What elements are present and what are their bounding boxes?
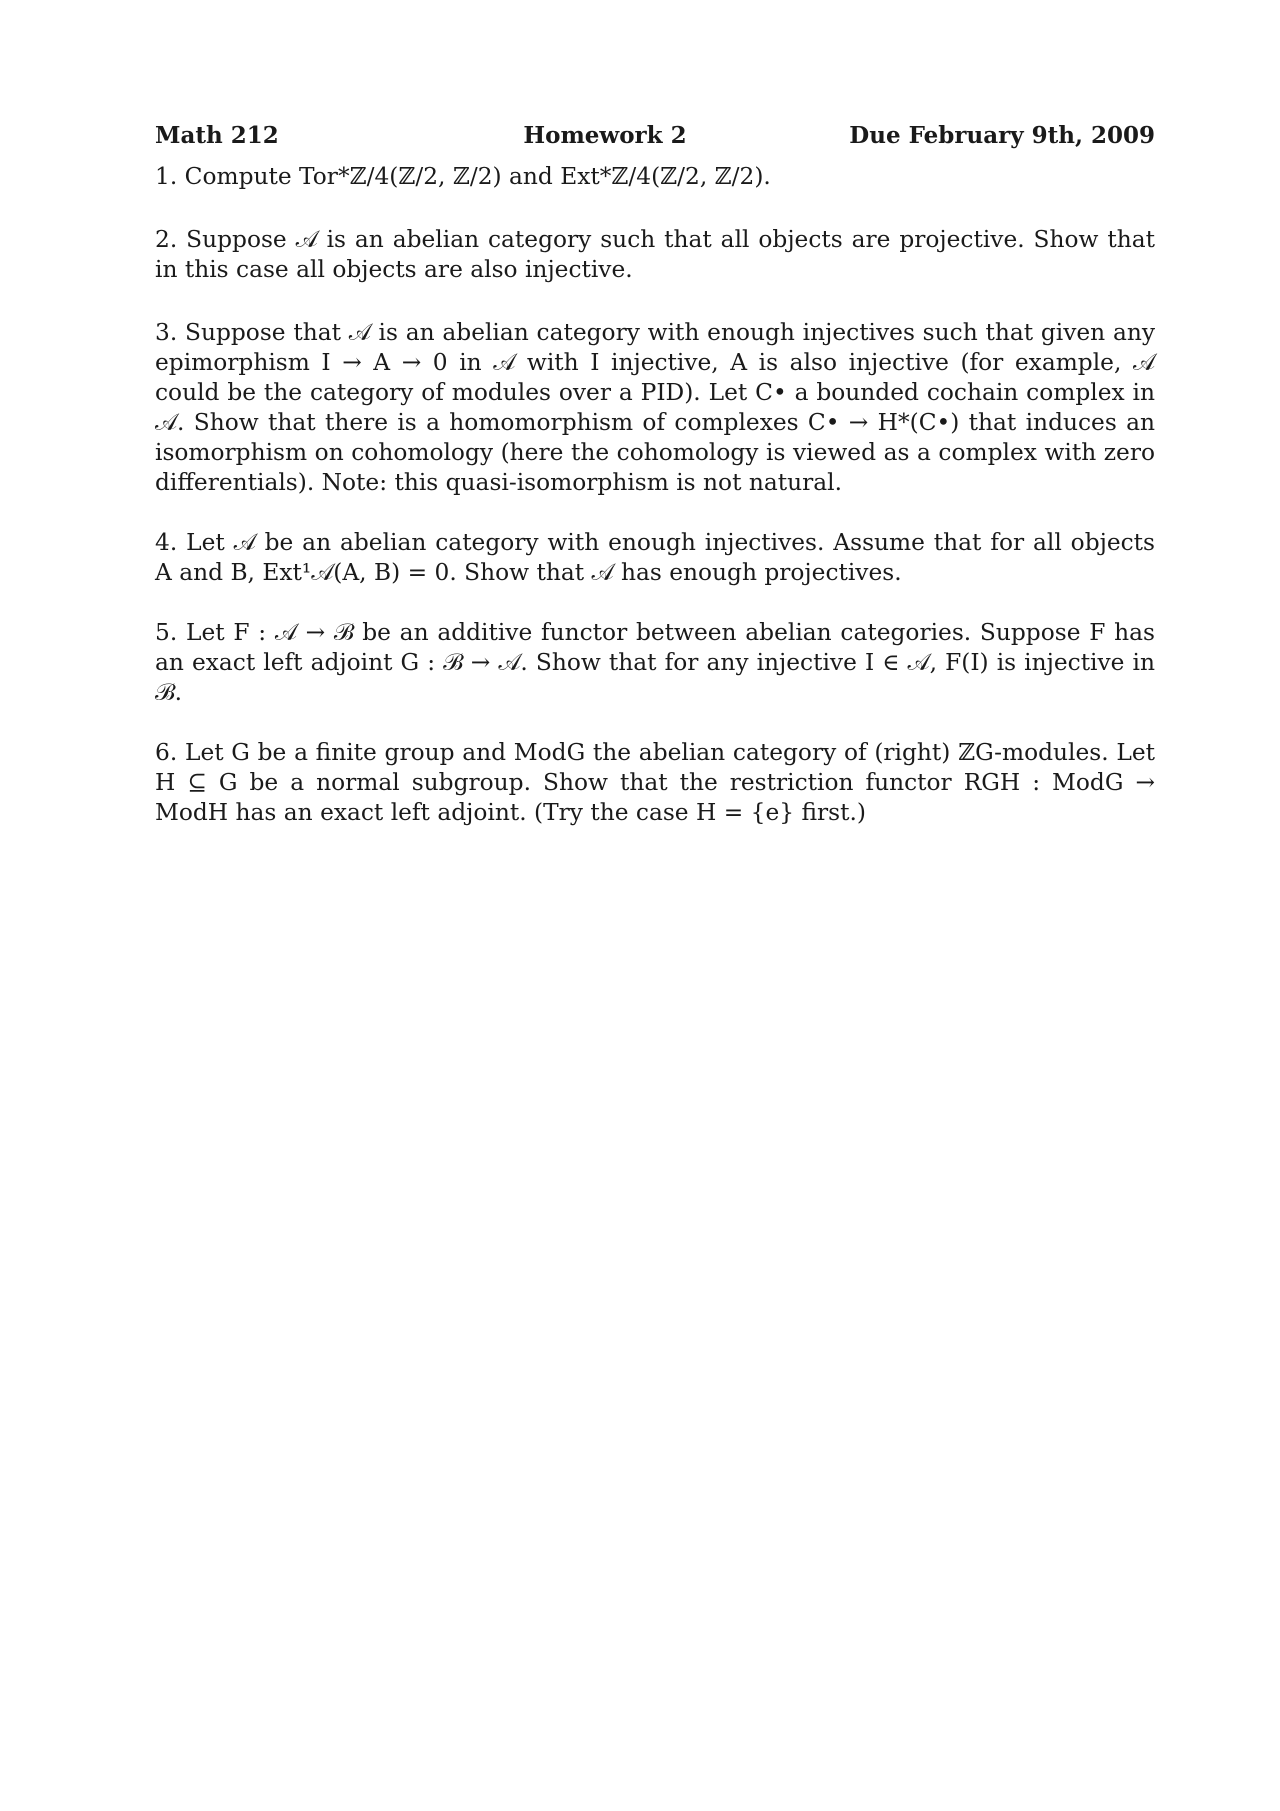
problem-number: 2. bbox=[155, 226, 178, 253]
problem-text: Suppose 𝒜 is an abelian category such that all objects are projective. Show that in this case all objects are also injective. bbox=[155, 226, 1156, 283]
problem-number: 5. bbox=[155, 619, 178, 646]
problem-text: Let 𝒜 be an abelian category with enough injectives. Assume that for all objects A and B, Ext¹𝒜(A, B) = 0. Show that 𝒜 has enough projectives. bbox=[155, 529, 1155, 586]
problem-number: 3. bbox=[155, 319, 178, 346]
problem-text: Suppose that 𝒜 is an abelian category with enough injectives such that given any epimorphism I → A → 0 in 𝒜 with I injective, A is also injective (for example, 𝒜 could be the category of modules over a PID). Let C• a bounded cochain complex in 𝒜. Show that there is a homomorphism of complexes C• → H*(C•) that induces an isomorphism on cohomology (here the cohomology is viewed as a complex with zero differentials). Note: this quasi-isomorphism is not natural. bbox=[155, 319, 1155, 496]
problem-number: 1. bbox=[155, 163, 178, 190]
problem-2 bbox=[155, 225, 1155, 285]
problem-1 bbox=[155, 162, 1155, 192]
problem-3 bbox=[155, 318, 1155, 498]
problem-6 bbox=[155, 738, 1155, 828]
problem-5 bbox=[155, 618, 1155, 708]
problem-number: 4. bbox=[155, 529, 178, 556]
problem-text: Let G be a finite group and ModG the abelian category of (right) ℤG-modules. Let H ⊆ G be a normal subgroup. Show that the restriction functor RGH : ModG → ModH has an exact left adjoint. (Try the case H = {e} first.) bbox=[155, 739, 1156, 826]
homework-page bbox=[155, 118, 1155, 828]
problem-text: Let F : 𝒜 → ℬ be an additive functor between abelian categories. Suppose F has an exact left adjoint G : ℬ → 𝒜. Show that for any injective I ∈ 𝒜, F(I) is injective in ℬ. bbox=[155, 619, 1155, 706]
problem-text: Compute Tor*ℤ/4(ℤ/2, ℤ/2) and Ext*ℤ/4(ℤ/2, ℤ/2). bbox=[184, 163, 771, 190]
problem-number: 6. bbox=[155, 739, 178, 766]
due-date: Due February 9th, 2009 bbox=[849, 122, 1155, 149]
document-header bbox=[155, 118, 1155, 154]
document-title: Homework 2 bbox=[523, 122, 687, 149]
problem-4 bbox=[155, 528, 1155, 588]
course-name: Math 212 bbox=[155, 122, 279, 149]
